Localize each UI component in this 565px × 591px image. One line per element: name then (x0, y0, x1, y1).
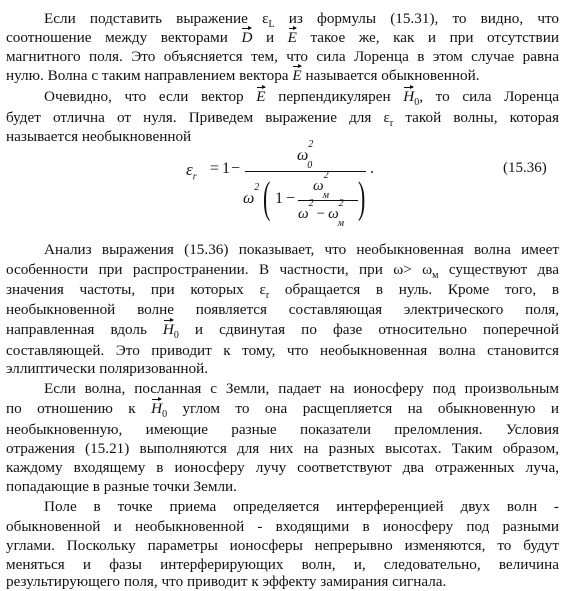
text-line: необыкновенную, имеющие разные показатели преломления. Условия (6, 421, 559, 438)
text-line: Если подставить выражение $\varepsilon_L$ из формулы (15.31), то видно, что (44, 10, 559, 31)
vector-e: E (287, 29, 297, 46)
text-line: Поле в точке приема определяется интерференцией двух волн - (44, 498, 559, 515)
vector-d: D (241, 29, 253, 46)
text-line: соотношение между векторами D и E такое же, как и при отсутствии (6, 29, 559, 46)
formula-number: (15.36) (503, 160, 547, 176)
formula-eq: = (210, 160, 220, 177)
formula-minus: − (231, 160, 241, 177)
text-line: направленная вдоль $H_0$ и сдвинутая по фазе относительно поперечной (6, 321, 559, 342)
text-line: результирующего поля, что приводит к эффекту замирания сигнала. (6, 573, 447, 590)
formula-inner-denominator: $\omega^2- \omega^2_м$ (298, 198, 345, 229)
formula-one: 1 (222, 160, 230, 177)
text-line: необыкновенной волне появляется составляющая электрического поля, (6, 301, 559, 318)
text-line: Анализ выражения (15.36) показывает, что необыкновенная волна имеет (44, 241, 559, 258)
text-line: углами. Поскольку параметры ионосферы непрерывно изменяются, то будут (6, 537, 559, 554)
formula-inner-numerator: $\omega^2_м$ (313, 170, 329, 201)
inner-fraction-bar (298, 200, 358, 201)
formula-numerator: $\omega^2_0$ (297, 138, 314, 172)
text-line: Очевидно, что если вектор E перпендикулярен $H_0$, то сила Лоренца (44, 88, 559, 109)
text-line: отражения (15.21) выполняются для них на разных высотах. Таким образом, (6, 440, 559, 457)
vector-e: E (292, 67, 302, 84)
vector-h: H (151, 400, 163, 417)
formula-lhs: $\varepsilon_r$ (186, 160, 197, 183)
text-line: составляющей. Это приводит к тому, что необыкновенная волна становится (6, 342, 559, 359)
text-line: попадающие в разные точки Земли. (6, 478, 237, 495)
right-paren-icon: ) (358, 172, 366, 222)
vector-e: E (256, 88, 266, 105)
left-paren-icon: ( (263, 172, 271, 222)
text-line: меняться и фазы интерферирующих волн, и, следовательно, величина (6, 556, 559, 573)
formula-inner-minus: − (286, 190, 296, 207)
text-line: нулю. Волна с таким направлением вектора E называется обыкновенной. (6, 67, 480, 84)
vector-h: H (403, 88, 415, 105)
vector-h: H (162, 321, 174, 338)
formula-dot: . (370, 160, 374, 177)
text-line: называется необыкновенной (6, 128, 192, 145)
text-line: магнитного поля. Это объясняется тем, что сила Лоренца в этом случае равна (6, 48, 559, 65)
text-line: Если волна, посланная с Земли, падает на ионосферу под произвольным (44, 380, 559, 397)
text-line: по отношению к $H_0$ углом то она расщепляется на обыкновенную и (6, 400, 560, 421)
text-line: значения частоты, при которых $\varepsilon_r$ обращается в нуль. Кроме того, в (6, 281, 559, 302)
text-line: эллиптически поляризованной. (6, 360, 209, 377)
text-line: каждому входящему в ионосферу лучу соответствуют два отраженных луча, (6, 459, 559, 476)
text-line: особенности при распространении. В частности, при $\omega> \omega_м$ существуют два (6, 261, 559, 282)
text-line: будет отлична от нуля. Приведем выражение для $\varepsilon_r$ такой волны, которая (6, 109, 559, 130)
formula-inner-one: 1 (275, 190, 283, 207)
formula-denominator-omega: $\omega^2$ (243, 181, 260, 207)
text-line: обыкновенной и необыкновенной - входящими в ионосферу под разными (6, 518, 559, 535)
